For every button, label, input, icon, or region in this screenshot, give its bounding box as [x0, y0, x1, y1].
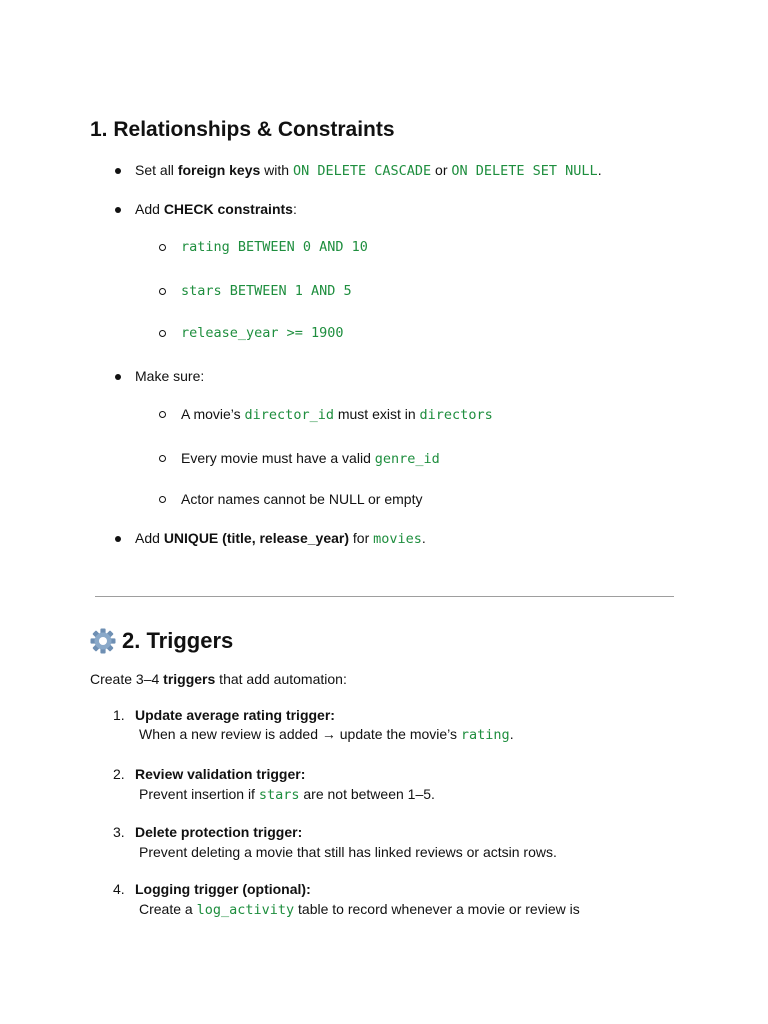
sub-actor-names: Actor names cannot be NULL or empty: [181, 491, 423, 507]
trigger-title: Update average rating trigger:: [135, 707, 335, 723]
sub-genre-id: Every movie must have a valid genre_id: [181, 450, 440, 467]
trigger-description: Create a log_activity table to record whenever a movie or review is: [139, 901, 580, 918]
gear-icon: [90, 628, 116, 654]
triggers-intro: Create 3–4 triggers that add automation:: [90, 671, 347, 687]
trigger-description: When a new review is added → update the movie’s rating.: [139, 726, 514, 743]
bullet-foreign-keys: Set all foreign keys with ON DELETE CASCADE or ON DELETE SET NULL.: [135, 162, 602, 179]
trigger-description: Prevent insertion if stars are not between 1–5.: [139, 786, 435, 803]
list-number: 1.: [113, 707, 125, 723]
check-stars: stars BETWEEN 1 AND 5: [181, 283, 352, 299]
sub-bullet-circle: [159, 411, 166, 418]
sub-director-id: A movie’s director_id must exist in directors: [181, 406, 493, 423]
bullet-dot: [115, 374, 121, 380]
bullet-check-constraints: Add CHECK constraints:: [135, 201, 297, 217]
trigger-title: Logging trigger (optional):: [135, 881, 311, 897]
trigger-description: Prevent deleting a movie that still has linked reviews or actsin rows.: [139, 844, 557, 860]
list-number: 2.: [113, 766, 125, 782]
check-release-year: release_year >= 1900: [181, 325, 344, 341]
sub-bullet-circle: [159, 244, 166, 251]
bullet-unique: Add UNIQUE (title, release_year) for movies.: [135, 530, 426, 547]
sub-bullet-circle: [159, 496, 166, 503]
check-rating: rating BETWEEN 0 AND 10: [181, 239, 368, 255]
sub-bullet-circle: [159, 330, 166, 337]
horizontal-divider: [95, 596, 674, 597]
list-number: 4.: [113, 881, 125, 897]
section-2-title: 2. Triggers: [122, 628, 234, 653]
bullet-dot: [115, 207, 121, 213]
trigger-title: Delete protection trigger:: [135, 824, 303, 840]
bullet-dot: [115, 536, 121, 542]
sub-bullet-circle: [159, 455, 166, 462]
sub-bullet-circle: [159, 288, 166, 295]
bullet-make-sure: Make sure:: [135, 368, 205, 384]
list-number: 3.: [113, 824, 125, 840]
section-1-title: 1. Relationships & Constraints: [90, 118, 395, 141]
trigger-title: Review validation trigger:: [135, 766, 306, 782]
bullet-dot: [115, 168, 121, 174]
